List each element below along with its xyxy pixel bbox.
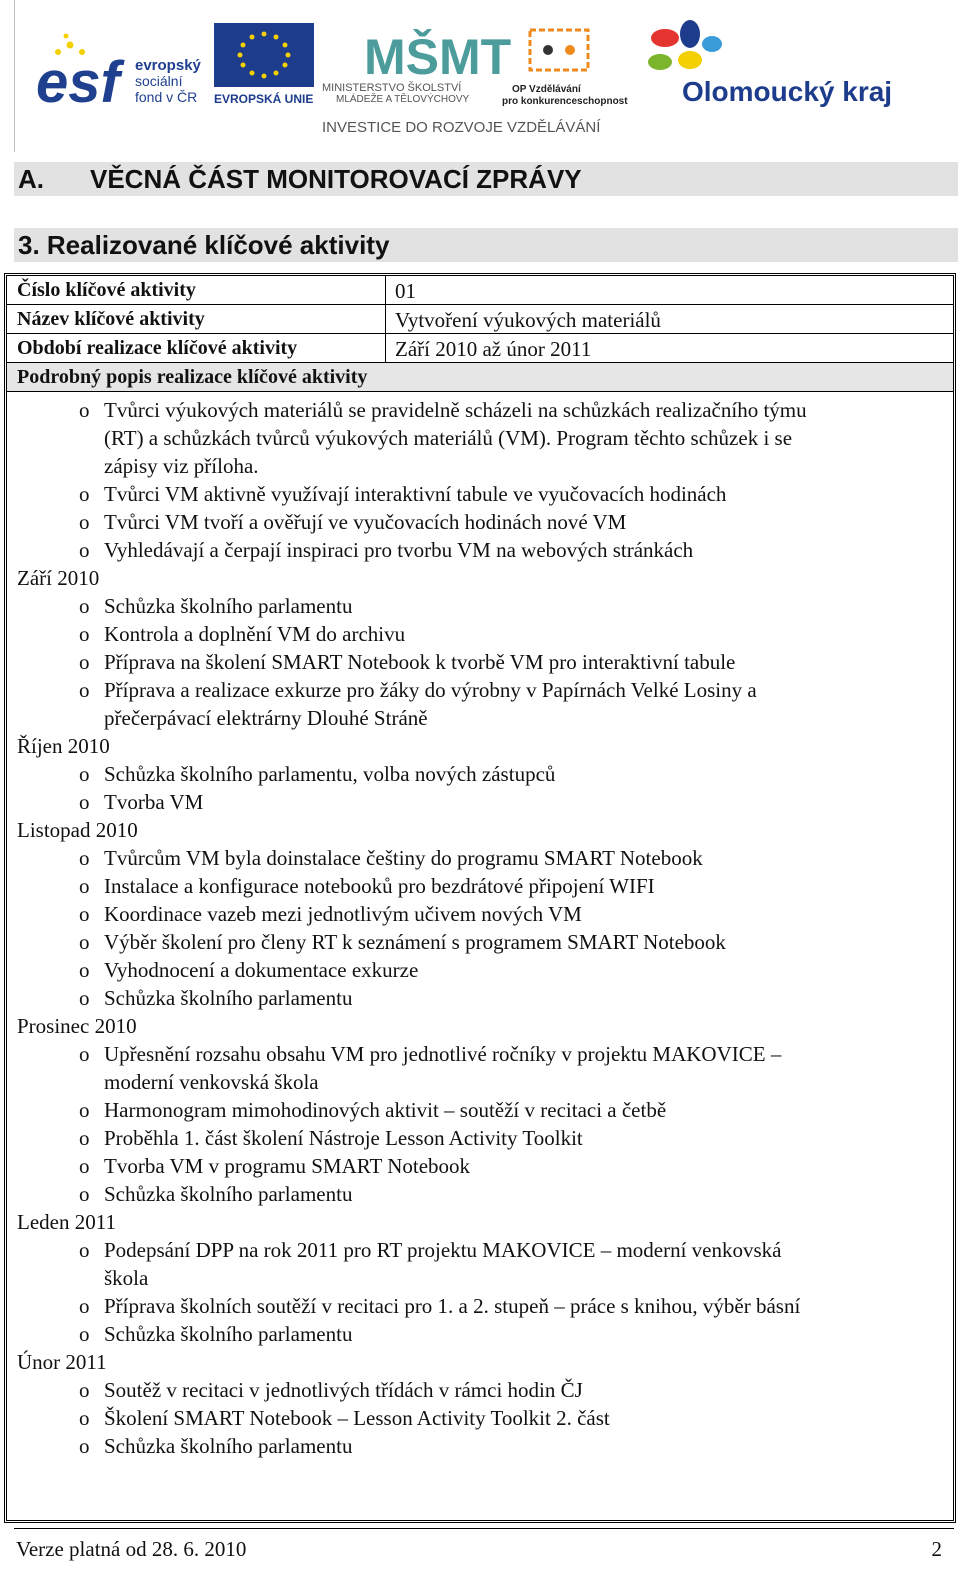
bullet-marker: o [79, 510, 90, 534]
bullet-marker: o [79, 1126, 90, 1150]
bullet-marker: o [79, 1182, 90, 1206]
list-item-text: Kontrola a doplnění VM do archivu [104, 622, 406, 646]
esf-name-line1: evropský [135, 57, 201, 74]
section-a-title: VĚCNÁ ČÁST MONITOROVACÍ ZPRÁVY [90, 164, 582, 194]
month-heading: Leden 2011 [17, 1210, 116, 1234]
msmt-logo [322, 28, 511, 105]
list-item [7, 508, 953, 536]
page-number: 2 [931, 1537, 942, 1561]
list-item-text: Školení SMART Notebook – Lesson Activity Toolkit 2. část [104, 1406, 610, 1430]
eu-name: EVROPSKÁ UNIE [214, 92, 314, 106]
list-item-text: Tvůrci výukových materiálů se pravidelně scházeli na schůzkách realizačního týmu [104, 398, 807, 422]
bullet-marker: o [79, 874, 90, 898]
list-item-text: Schůzka školního parlamentu [104, 594, 353, 618]
row-divider [385, 305, 386, 333]
list-item-continuation: škola [104, 1266, 149, 1290]
bullet-marker: o [79, 1434, 90, 1458]
list-item [7, 984, 953, 1012]
list-item-text: Soutěž v recitaci v jednotlivých třídách v rámci hodin ČJ [104, 1378, 583, 1402]
list-item [7, 480, 953, 508]
list-item [7, 1320, 953, 1348]
olomoucky-kraj-logo [648, 20, 892, 107]
list-item-continuation: (RT) a schůzkách tvůrců výukových materiálů (VM). Program těchto schůzek i se [104, 426, 793, 450]
bullet-marker: o [79, 986, 90, 1010]
esf-name-line2: sociální [135, 73, 183, 89]
row-key: Číslo klíčové aktivity [17, 279, 196, 301]
list-item [7, 592, 953, 620]
list-item-text: Proběhla 1. část školení Nástroje Lesson Activity Toolkit [104, 1126, 583, 1150]
list-item-text: Výběr školení pro členy RT k seznámení s programem SMART Notebook [104, 930, 726, 954]
list-item-text: Tvůrcům VM byla doinstalace češtiny do programu SMART Notebook [104, 846, 703, 870]
section-a-label: A. [18, 164, 44, 194]
op-name-line1: OP Vzdělávání [512, 84, 581, 95]
row-key: Název klíčové aktivity [17, 308, 205, 330]
bullet-marker: o [79, 538, 90, 562]
section-3-heading [14, 228, 958, 262]
table-row [7, 334, 953, 363]
list-item-text: Tvorba VM [104, 790, 204, 814]
op-name-line2: pro konkurenceschopnost [502, 96, 628, 107]
detail-header: Podrobný popis realizace klíčové aktivity [17, 366, 368, 388]
list-item-text: Podepsání DPP na rok 2011 pro RT projektu MAKOVICE – moderní venkovská [104, 1238, 782, 1262]
list-item [7, 788, 953, 816]
list-item [7, 620, 953, 648]
list-item-text: Tvorba VM v programu SMART Notebook [104, 1154, 471, 1178]
bullet-marker: o [79, 1154, 90, 1178]
logo-bar [0, 0, 960, 150]
msmt-name-line2: MLÁDEŽE A TĚLOVÝCHOVY [336, 94, 470, 105]
list-item [7, 1180, 953, 1208]
list-item [7, 928, 953, 956]
list-item-text: Příprava na školení SMART Notebook k tvorbě VM pro interaktivní tabule [104, 650, 736, 674]
row-value: 01 [395, 279, 416, 303]
region-name: Olomoucký kraj [682, 76, 893, 107]
list-item [7, 648, 953, 676]
detail-content [7, 396, 953, 1460]
list-item [7, 1124, 953, 1152]
list-item [7, 676, 953, 704]
list-item-text: Instalace a konfigurace notebooků pro bezdrátové připojení WIFI [104, 874, 655, 898]
list-item-text: Schůzka školního parlamentu, volba nových zástupců [104, 762, 556, 786]
list-item [7, 1040, 953, 1068]
list-item-text: Tvůrci VM tvoří a ověřují ve vyučovacích hodinách nové VM [104, 510, 627, 534]
bullet-marker: o [79, 1098, 90, 1122]
list-item [7, 900, 953, 928]
bullet-marker: o [79, 1378, 90, 1402]
month-heading: Listopad 2010 [17, 818, 138, 842]
section-3-title: 3. Realizované klíčové aktivity [18, 230, 390, 260]
detail-header-row [7, 363, 953, 392]
bullet-marker: o [79, 762, 90, 786]
bullet-marker: o [79, 1406, 90, 1430]
list-item [7, 1432, 953, 1460]
list-item [7, 760, 953, 788]
list-item-text: Schůzka školního parlamentu [104, 1434, 353, 1458]
list-item-text: Koordinace vazeb mezi jednotlivým učivem nových VM [104, 902, 582, 926]
row-key: Období realizace klíčové aktivity [17, 337, 298, 359]
footer-divider [14, 1528, 954, 1529]
row-value: Vytvoření výukových materiálů [395, 308, 661, 332]
list-item [7, 872, 953, 900]
esf-name-line3: fond v ČR [135, 89, 198, 105]
bullet-marker: o [79, 790, 90, 814]
row-divider [385, 334, 386, 362]
bullet-marker: o [79, 678, 90, 702]
bullet-marker: o [79, 398, 90, 422]
list-item-text: Schůzka školního parlamentu [104, 986, 353, 1010]
list-item-continuation: moderní venkovská škola [104, 1070, 319, 1094]
list-item-text: Harmonogram mimohodinových aktivit – soutěží v recitaci a četbě [104, 1098, 667, 1122]
list-item [7, 1152, 953, 1180]
list-item [7, 1236, 953, 1264]
footer-version: Verze platná od 28. 6. 2010 [16, 1537, 247, 1561]
bullet-marker: o [79, 1042, 90, 1066]
logo-divider [14, 0, 15, 152]
month-heading: Prosinec 2010 [17, 1014, 137, 1038]
list-item [7, 844, 953, 872]
bullet-marker: o [79, 1322, 90, 1346]
list-item [7, 1096, 953, 1124]
eu-flag-logo [214, 23, 314, 106]
list-item [7, 396, 953, 424]
row-divider [385, 276, 386, 304]
list-item-continuation: zápisy viz příloha. [104, 454, 259, 478]
list-item [7, 956, 953, 984]
month-heading: Září 2010 [17, 566, 100, 590]
row-value: Září 2010 až únor 2011 [395, 337, 592, 361]
bullet-marker: o [79, 622, 90, 646]
month-heading: Říjen 2010 [17, 734, 110, 758]
list-item [7, 1376, 953, 1404]
list-item-text: Upřesnění rozsahu obsahu VM pro jednotlivé ročníky v projektu MAKOVICE – [104, 1042, 782, 1066]
bullet-marker: o [79, 650, 90, 674]
bullet-marker: o [79, 930, 90, 954]
slogan: INVESTICE DO ROZVOJE VZDĚLÁVÁNÍ [322, 119, 601, 136]
section-a-heading [14, 162, 958, 196]
footer [16, 1537, 942, 1562]
logos-graphic [0, 0, 960, 150]
bullet-marker: o [79, 482, 90, 506]
list-item [7, 536, 953, 564]
msmt-abbr: MŠMT [364, 29, 512, 85]
bullet-marker: o [79, 1238, 90, 1262]
bullet-marker: o [79, 594, 90, 618]
list-item [7, 1292, 953, 1320]
list-item-text: Vyhledávají a čerpají inspiraci pro tvorbu VM na webových stránkách [104, 538, 694, 562]
activity-table [4, 273, 956, 1523]
month-heading: Únor 2011 [17, 1350, 107, 1374]
bullet-marker: o [79, 902, 90, 926]
bullet-marker: o [79, 1294, 90, 1318]
list-item-text: Tvůrci VM aktivně využívají interaktivní tabule ve vyučovacích hodinách [104, 482, 727, 506]
table-row [7, 305, 953, 334]
list-item-text: Schůzka školního parlamentu [104, 1182, 353, 1206]
esf-logo [36, 34, 202, 116]
bullet-marker: o [79, 958, 90, 982]
list-item [7, 1404, 953, 1432]
msmt-name-line1: MINISTERSTVO ŠKOLSTVÍ [322, 82, 462, 94]
list-item-text: Příprava a realizace exkurze pro žáky do výrobny v Papírnách Velké Losiny a [104, 678, 757, 702]
op-logo [502, 30, 628, 107]
list-item-continuation: přečerpávací elektrárny Dlouhé Stráně [104, 706, 428, 730]
list-item-text: Schůzka školního parlamentu [104, 1322, 353, 1346]
list-item-text: Příprava školních soutěží v recitaci pro 1. a 2. stupeň – práce s knihou, výběr básní [104, 1294, 801, 1318]
table-row [7, 276, 953, 305]
bullet-marker: o [79, 846, 90, 870]
svg-text:esf: esf [36, 50, 120, 115]
list-item-text: Vyhodnocení a dokumentace exkurze [104, 958, 419, 982]
